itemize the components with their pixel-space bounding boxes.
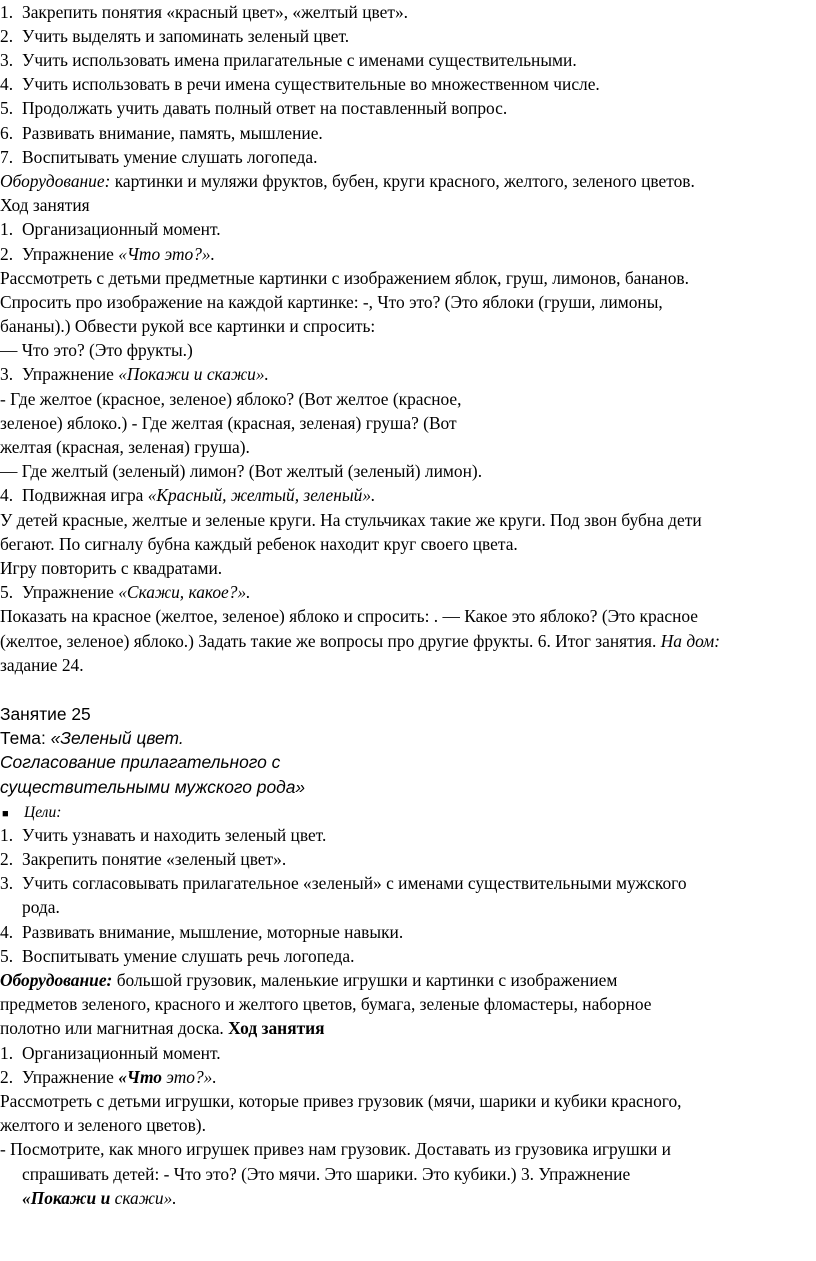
goal-item: 5. Продолжать учить давать полный ответ на поставленный вопрос. xyxy=(0,98,508,118)
goal-item: 6. Развивать внимание, память, мышление. xyxy=(0,123,323,143)
dialog-line: «Покажи и скажи». xyxy=(22,1188,177,1208)
goal-item: 5. Воспитывать умение слушать речь логопеда. xyxy=(0,946,355,966)
paragraph-line: Рассмотреть с детьми игрушки, которые привез грузовик (мячи, шарики и кубики красного, xyxy=(0,1091,682,1111)
paragraph-line: бананы).) Обвести рукой все картинки и спросить: xyxy=(0,316,376,336)
paragraph-line: Игру повторить с квадратами. xyxy=(0,558,223,578)
paragraph-line: Рассмотреть с детьми предметные картинки с изображением яблок, груш, лимонов, бананов. xyxy=(0,268,689,288)
paragraph-line: Спросить про изображение на каждой картинке: -, Что это? (Это яблоки (груши, лимоны, xyxy=(0,292,663,312)
goal-item-continued: рода. xyxy=(22,897,60,917)
equipment-line: Оборудование: картинки и муляжи фруктов, бубен, круги красного, желтого, зеленого цветов. xyxy=(0,171,695,191)
course-heading: Ход занятия xyxy=(228,1018,325,1038)
goal-item: 2. Учить выделять и запоминать зеленый цвет. xyxy=(0,26,350,46)
step-item: 5. Упражнение «Скажи, какое?». xyxy=(0,582,251,602)
lesson-title: Занятие 25 xyxy=(0,704,91,724)
step-item: 1. Организационный момент. xyxy=(0,219,221,239)
paragraph-line: бегают. По сигналу бубна каждый ребенок находит круг своего цвета. xyxy=(0,534,518,554)
paragraph-line: желтого и зеленого цветов). xyxy=(0,1115,206,1135)
step-item: 2. Упражнение «Что это?». xyxy=(0,244,215,264)
step-item: 1. Организационный момент. xyxy=(0,1043,221,1063)
goal-item: 4. Развивать внимание, мышление, моторные навыки. xyxy=(0,922,404,942)
dialog-line: спрашивать детей: - Что это? (Это мячи. Это шарики. Это кубики.) 3. Упражнение xyxy=(22,1164,631,1184)
paragraph-line: У детей красные, желтые и зеленые круги. На стульчиках такие же круги. Под звон бубна дети xyxy=(0,510,702,530)
goal-item: 4. Учить использовать в речи имена существительные во множественном числе. xyxy=(0,74,600,94)
equipment-label: Оборудование: xyxy=(0,171,111,191)
dialog-line: - Где желтое (красное, зеленое) яблоко? (Вот желтое (красное, xyxy=(0,389,462,409)
equipment-line: предметов зеленого, красного и желтого цветов, бумага, зеленые фломастеры, наборное xyxy=(0,994,652,1014)
equipment-line: Оборудование: большой грузовик, маленькие игрушки и картинки с изображением xyxy=(0,970,618,990)
theme-line: существительными мужского рода» xyxy=(0,777,306,797)
goal-item: 1. Учить узнавать и находить зеленый цвет. xyxy=(0,825,327,845)
paragraph-line: Показать на красное (желтое, зеленое) яблоко и спросить: . — Какое это яблоко? (Это красное xyxy=(0,606,699,626)
step-item: 2. Упражнение «Что это?». xyxy=(0,1067,217,1087)
dialog-line: - Посмотрите, как много игрушек привез нам грузовик. Доставать из грузовика игрушки и xyxy=(0,1139,671,1159)
dialog-line: зеленое) яблоко.) - Где желтая (красная, зеленая) груша? (Вот xyxy=(0,413,457,433)
paragraph-line: задание 24. xyxy=(0,655,84,675)
step-item: 4. Подвижная игра «Красный, желтый, зеленый». xyxy=(0,485,376,505)
equipment-label: Оборудование: xyxy=(0,970,113,990)
goals-heading: ■ Цели: xyxy=(0,799,61,826)
paragraph-line: (желтое, зеленое) яблоко.) Задать такие же вопросы про другие фрукты. 6. Итог занятия. На дом: xyxy=(0,631,721,651)
theme-line: Тема: «Зеленый цвет. xyxy=(0,728,184,748)
goal-item: 7. Воспитывать умение слушать логопеда. xyxy=(0,147,318,167)
course-heading: Ход занятия xyxy=(0,195,90,215)
goal-item: 3. Учить согласовывать прилагательное «зеленый» с именами существительными мужского xyxy=(0,873,687,893)
dialog-line: — Что это? (Это фрукты.) xyxy=(0,340,193,360)
goal-item: 3. Учить использовать имена прилагательные с именами существительными. xyxy=(0,50,577,70)
goal-item: 2. Закрепить понятие «зеленый цвет». xyxy=(0,849,287,869)
step-item: 3. Упражнение «Покажи и скажи». xyxy=(0,364,269,384)
equipment-line: полотно или магнитная доска. Ход занятия xyxy=(0,1018,325,1038)
goal-item: 1. Закрепить понятия «красный цвет», «желтый цвет». xyxy=(0,2,408,22)
square-bullet-icon: ■ xyxy=(2,808,9,820)
dialog-line: желтая (красная, зеленая) груша). xyxy=(0,437,250,457)
dialog-line: — Где желтый (зеленый) лимон? (Вот желтый (зеленый) лимон). xyxy=(0,461,483,481)
theme-line: Согласование прилагательного с xyxy=(0,752,281,772)
